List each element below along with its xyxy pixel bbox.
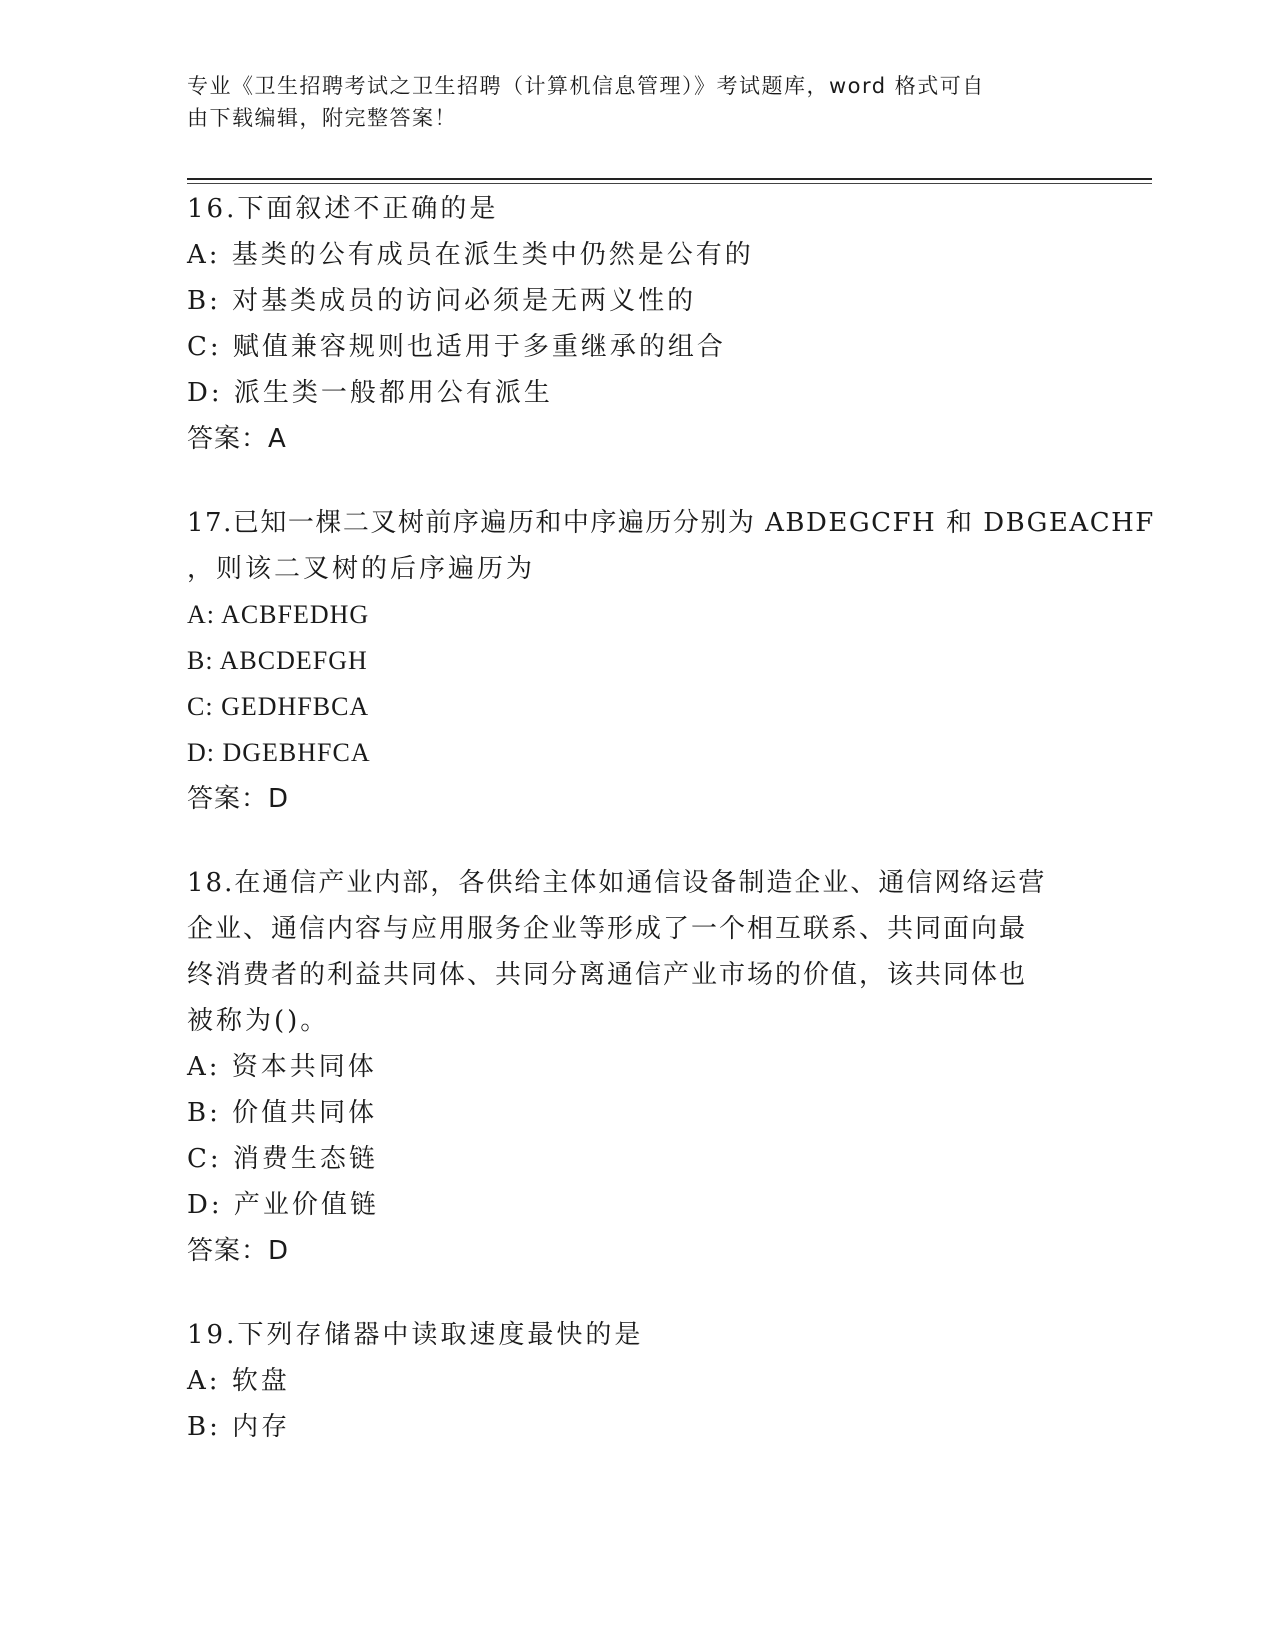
option-a: A: 基类的公有成员在派生类中仍然是公有的 bbox=[187, 240, 754, 270]
option-b: B: 价值共同体 bbox=[187, 1098, 378, 1128]
question-stem-continued: 终消费者的利益共同体、共同分离通信产业市场的价值，该共同体也 bbox=[187, 960, 1028, 990]
answer-label: 答案：A bbox=[187, 424, 287, 454]
question-stem: 18.在通信产业内部，各供给主体如通信设备制造企业、通信网络运营 bbox=[187, 868, 1047, 898]
option-a: A: 资本共同体 bbox=[187, 1052, 377, 1082]
answer-label: 答案：D bbox=[187, 784, 290, 814]
document-header bbox=[187, 70, 1067, 134]
question-stem-continued: 企业、通信内容与应用服务企业等形成了一个相互联系、共同面向最 bbox=[187, 914, 1028, 944]
question-18 bbox=[187, 860, 1087, 1274]
option-b: B: 内存 bbox=[187, 1412, 291, 1442]
answer-label: 答案：D bbox=[187, 1236, 290, 1266]
question-19 bbox=[187, 1312, 1087, 1450]
option-b: B: ABCDEFGH bbox=[187, 646, 368, 675]
option-a: A: 软盘 bbox=[187, 1366, 290, 1396]
question-stem: 16.下面叙述不正确的是 bbox=[187, 194, 499, 224]
option-c: C: 赋值兼容规则也适用于多重继承的组合 bbox=[187, 332, 726, 362]
question-stem: 19.下列存储器中读取速度最快的是 bbox=[187, 1320, 644, 1350]
option-c: C: GEDHFBCA bbox=[187, 692, 370, 721]
question-list bbox=[187, 186, 1155, 1488]
option-b: B: 对基类成员的访问必须是无两义性的 bbox=[187, 286, 697, 316]
header-divider bbox=[187, 178, 1152, 184]
option-d: D: 产业价值链 bbox=[187, 1190, 379, 1220]
option-d: D: DGEBHFCA bbox=[187, 738, 371, 767]
question-17 bbox=[187, 500, 1155, 822]
question-16 bbox=[187, 186, 1087, 462]
question-stem: 17.已知一棵二叉树前序遍历和中序遍历分别为 ABDEGCFH 和 DBGEACHF bbox=[187, 508, 1155, 538]
header-line-2: 由下载编辑，附完整答案！ bbox=[187, 106, 457, 130]
question-stem-continued: 被称为()。 bbox=[187, 1006, 330, 1036]
question-stem-continued: ，则该二叉树的后序遍历为 bbox=[187, 554, 536, 584]
header-line-1: 专业《卫生招聘考试之卫生招聘（计算机信息管理）》考试题库，word 格式可自 bbox=[187, 74, 985, 98]
option-c: C: 消费生态链 bbox=[187, 1144, 378, 1174]
option-d: D: 派生类一般都用公有派生 bbox=[187, 378, 553, 408]
option-a: A: ACBFEDHG bbox=[187, 600, 370, 629]
